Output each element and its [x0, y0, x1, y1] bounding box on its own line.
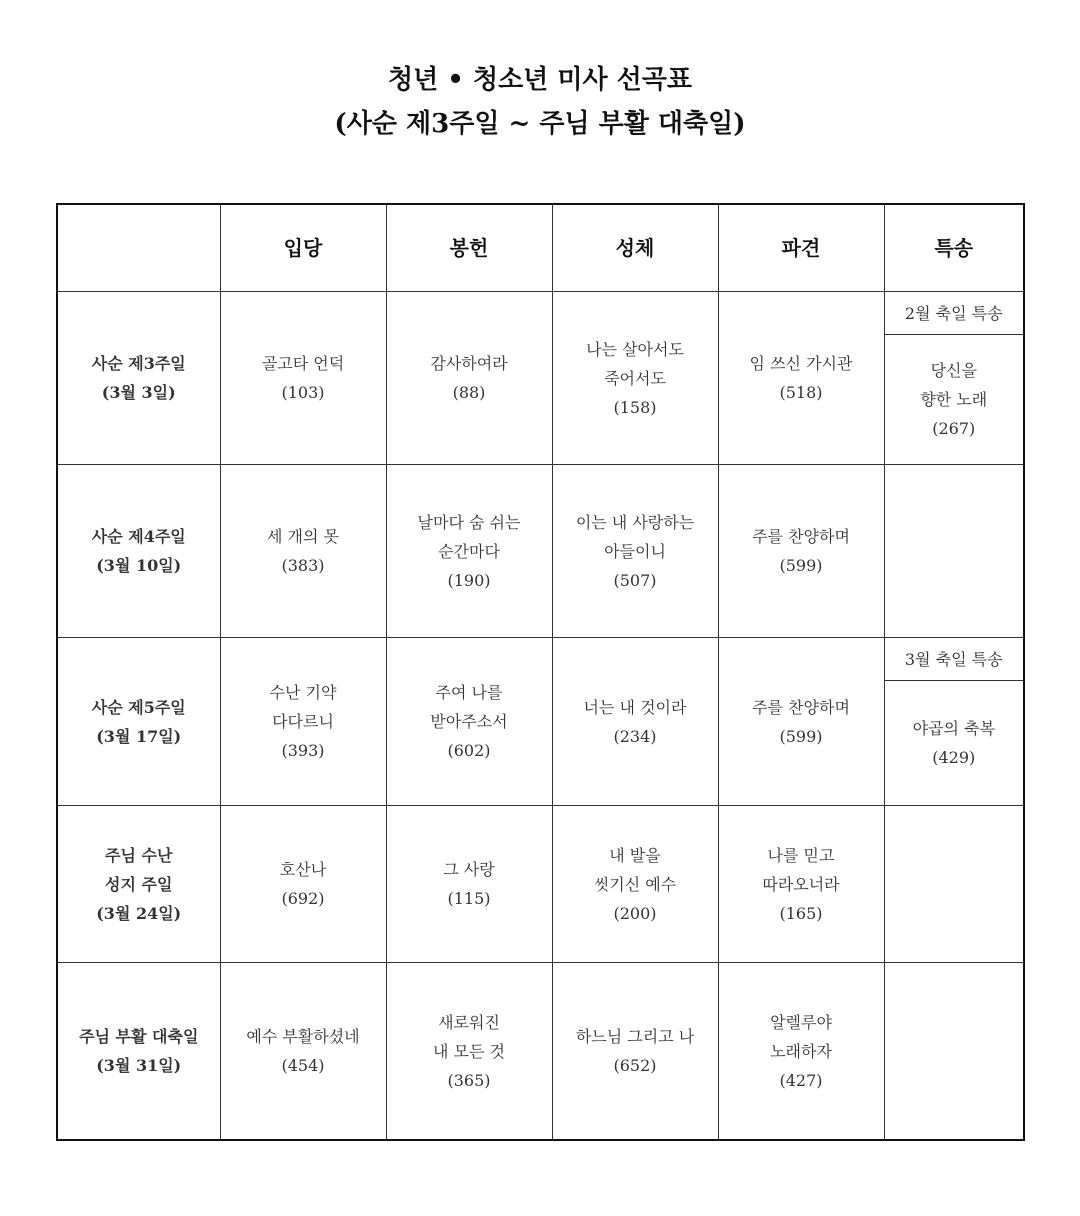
song-number: (599)	[779, 556, 823, 575]
row-label	[57, 292, 220, 465]
header-dismissal: 파견	[718, 204, 884, 292]
song-number: (507)	[613, 570, 657, 590]
offertory-song	[386, 638, 552, 806]
dismissal-song	[718, 638, 884, 806]
row-label	[57, 465, 220, 638]
song-title: 날마다 숨 쉬는	[417, 512, 521, 532]
song-title: 새로워진	[438, 1012, 500, 1032]
offertory-song	[386, 292, 552, 465]
song-title: 주를 찬양하며	[752, 527, 850, 546]
song-title: 예수 부활하셨네	[246, 1027, 360, 1046]
song-number: (429)	[932, 748, 976, 767]
song-title: 다다르니	[272, 712, 334, 731]
row-label-line: 사순 제4주일	[91, 527, 186, 546]
header-communion: 성체	[552, 204, 718, 292]
entrance-song	[220, 465, 386, 638]
song-number: (365)	[447, 1070, 491, 1090]
row-label-line: (3월 3일)	[101, 383, 176, 402]
special-song-empty	[884, 963, 1024, 1141]
row-label-line: (3월 10일)	[96, 556, 182, 575]
song-title: 감사하여라	[430, 354, 508, 373]
song-number: (393)	[281, 741, 325, 760]
table-row	[57, 638, 1024, 681]
table-header-row	[57, 204, 1024, 292]
title-line-1: 청년 • 청소년 미사 선곡표	[388, 65, 692, 95]
song-number: (383)	[281, 556, 325, 575]
table-row	[57, 806, 1024, 963]
page-title	[0, 58, 1080, 146]
dismissal-song	[718, 292, 884, 465]
communion-song	[552, 963, 718, 1141]
offertory-song	[386, 465, 552, 638]
special-song-title: 3월 축일 특송	[884, 638, 1024, 681]
song-title: 그 사랑	[443, 860, 495, 879]
song-number: (454)	[281, 1056, 325, 1075]
song-number: (190)	[447, 570, 491, 590]
communion-song	[552, 292, 718, 465]
song-title: 너는 내 것이라	[583, 697, 687, 717]
entrance-song	[220, 292, 386, 465]
entrance-song	[220, 806, 386, 963]
communion-song	[552, 638, 718, 806]
song-title: 주를 찬양하며	[752, 697, 850, 717]
communion-song	[552, 806, 718, 963]
song-number: (602)	[447, 741, 491, 760]
offertory-song	[386, 806, 552, 963]
song-title: 당신을	[930, 361, 977, 381]
table-row	[57, 963, 1024, 1141]
entrance-song	[220, 963, 386, 1141]
header-blank	[57, 204, 220, 292]
communion-song	[552, 465, 718, 638]
special-song	[884, 681, 1024, 806]
special-song-title: 2월 축일 특송	[884, 292, 1024, 335]
row-label-line: 성지 주일	[105, 874, 173, 894]
special-song-empty	[884, 806, 1024, 963]
song-number: (427)	[779, 1070, 823, 1090]
song-number: (115)	[447, 889, 491, 908]
row-label-line: (3월 31일)	[96, 1056, 182, 1075]
song-number: (103)	[281, 383, 325, 402]
row-label	[57, 963, 220, 1141]
song-title: 골고타 언덕	[261, 354, 345, 373]
song-number: (158)	[613, 397, 657, 417]
song-title: 나는 살아서도	[586, 339, 684, 359]
song-title: 하느님 그리고 나	[575, 1027, 695, 1046]
row-label-line: 사순 제5주일	[91, 697, 186, 717]
song-number: (652)	[613, 1056, 657, 1075]
song-title: 세 개의 못	[267, 527, 339, 546]
song-title: 죽어서도	[604, 368, 666, 388]
header-special: 특송	[884, 204, 1024, 292]
header-entrance: 입당	[220, 204, 386, 292]
song-title: 따라오너라	[762, 874, 840, 894]
song-title: 씻기신 예수	[593, 874, 677, 894]
special-song-empty	[884, 465, 1024, 638]
song-title: 야곱의 축복	[912, 719, 995, 738]
entrance-song	[220, 638, 386, 806]
song-number: (692)	[281, 889, 325, 908]
row-label-line: 주님 부활 대축일	[79, 1027, 199, 1046]
song-title: 임 쓰신 가시관	[749, 354, 853, 373]
song-number: (518)	[779, 383, 823, 402]
song-title: 알렐루야	[770, 1012, 832, 1032]
offertory-song	[386, 963, 552, 1141]
song-title: 순간마다	[438, 541, 500, 561]
table-row	[57, 465, 1024, 638]
song-number: (88)	[452, 383, 486, 402]
dismissal-song	[718, 806, 884, 963]
row-label-line: (3월 17일)	[96, 726, 182, 746]
song-title: 노래하자	[770, 1041, 832, 1061]
song-title: 수난 기약	[269, 683, 337, 702]
song-title: 이는 내 사랑하는	[575, 512, 695, 532]
song-title: 아들이니	[604, 541, 666, 561]
song-title: 내 발을	[609, 845, 661, 865]
song-number: (599)	[779, 726, 823, 746]
song-title: 받아주소서	[430, 712, 508, 731]
song-title: 호산나	[279, 860, 327, 879]
header-offertory: 봉헌	[386, 204, 552, 292]
song-title: 나를 믿고	[767, 845, 835, 865]
dismissal-song	[718, 465, 884, 638]
song-number: (267)	[932, 419, 976, 439]
song-title: 주여 나를	[435, 683, 503, 702]
row-label-line: 주님 수난	[105, 845, 173, 865]
song-title: 향한 노래	[920, 390, 988, 410]
song-number: (234)	[613, 726, 657, 746]
title-line-2: (사순 제3주일 ~ 주님 부활 대축일)	[334, 109, 746, 139]
song-number: (165)	[779, 903, 823, 923]
row-label	[57, 806, 220, 963]
song-title: 내 모든 것	[433, 1041, 505, 1061]
special-song	[884, 335, 1024, 465]
row-label-line: 사순 제3주일	[91, 354, 186, 373]
table-row	[57, 292, 1024, 335]
row-label	[57, 638, 220, 806]
row-label-line: (3월 24일)	[96, 903, 182, 923]
song-number: (200)	[613, 903, 657, 923]
dismissal-song	[718, 963, 884, 1141]
song-selection-table	[56, 203, 1025, 1141]
